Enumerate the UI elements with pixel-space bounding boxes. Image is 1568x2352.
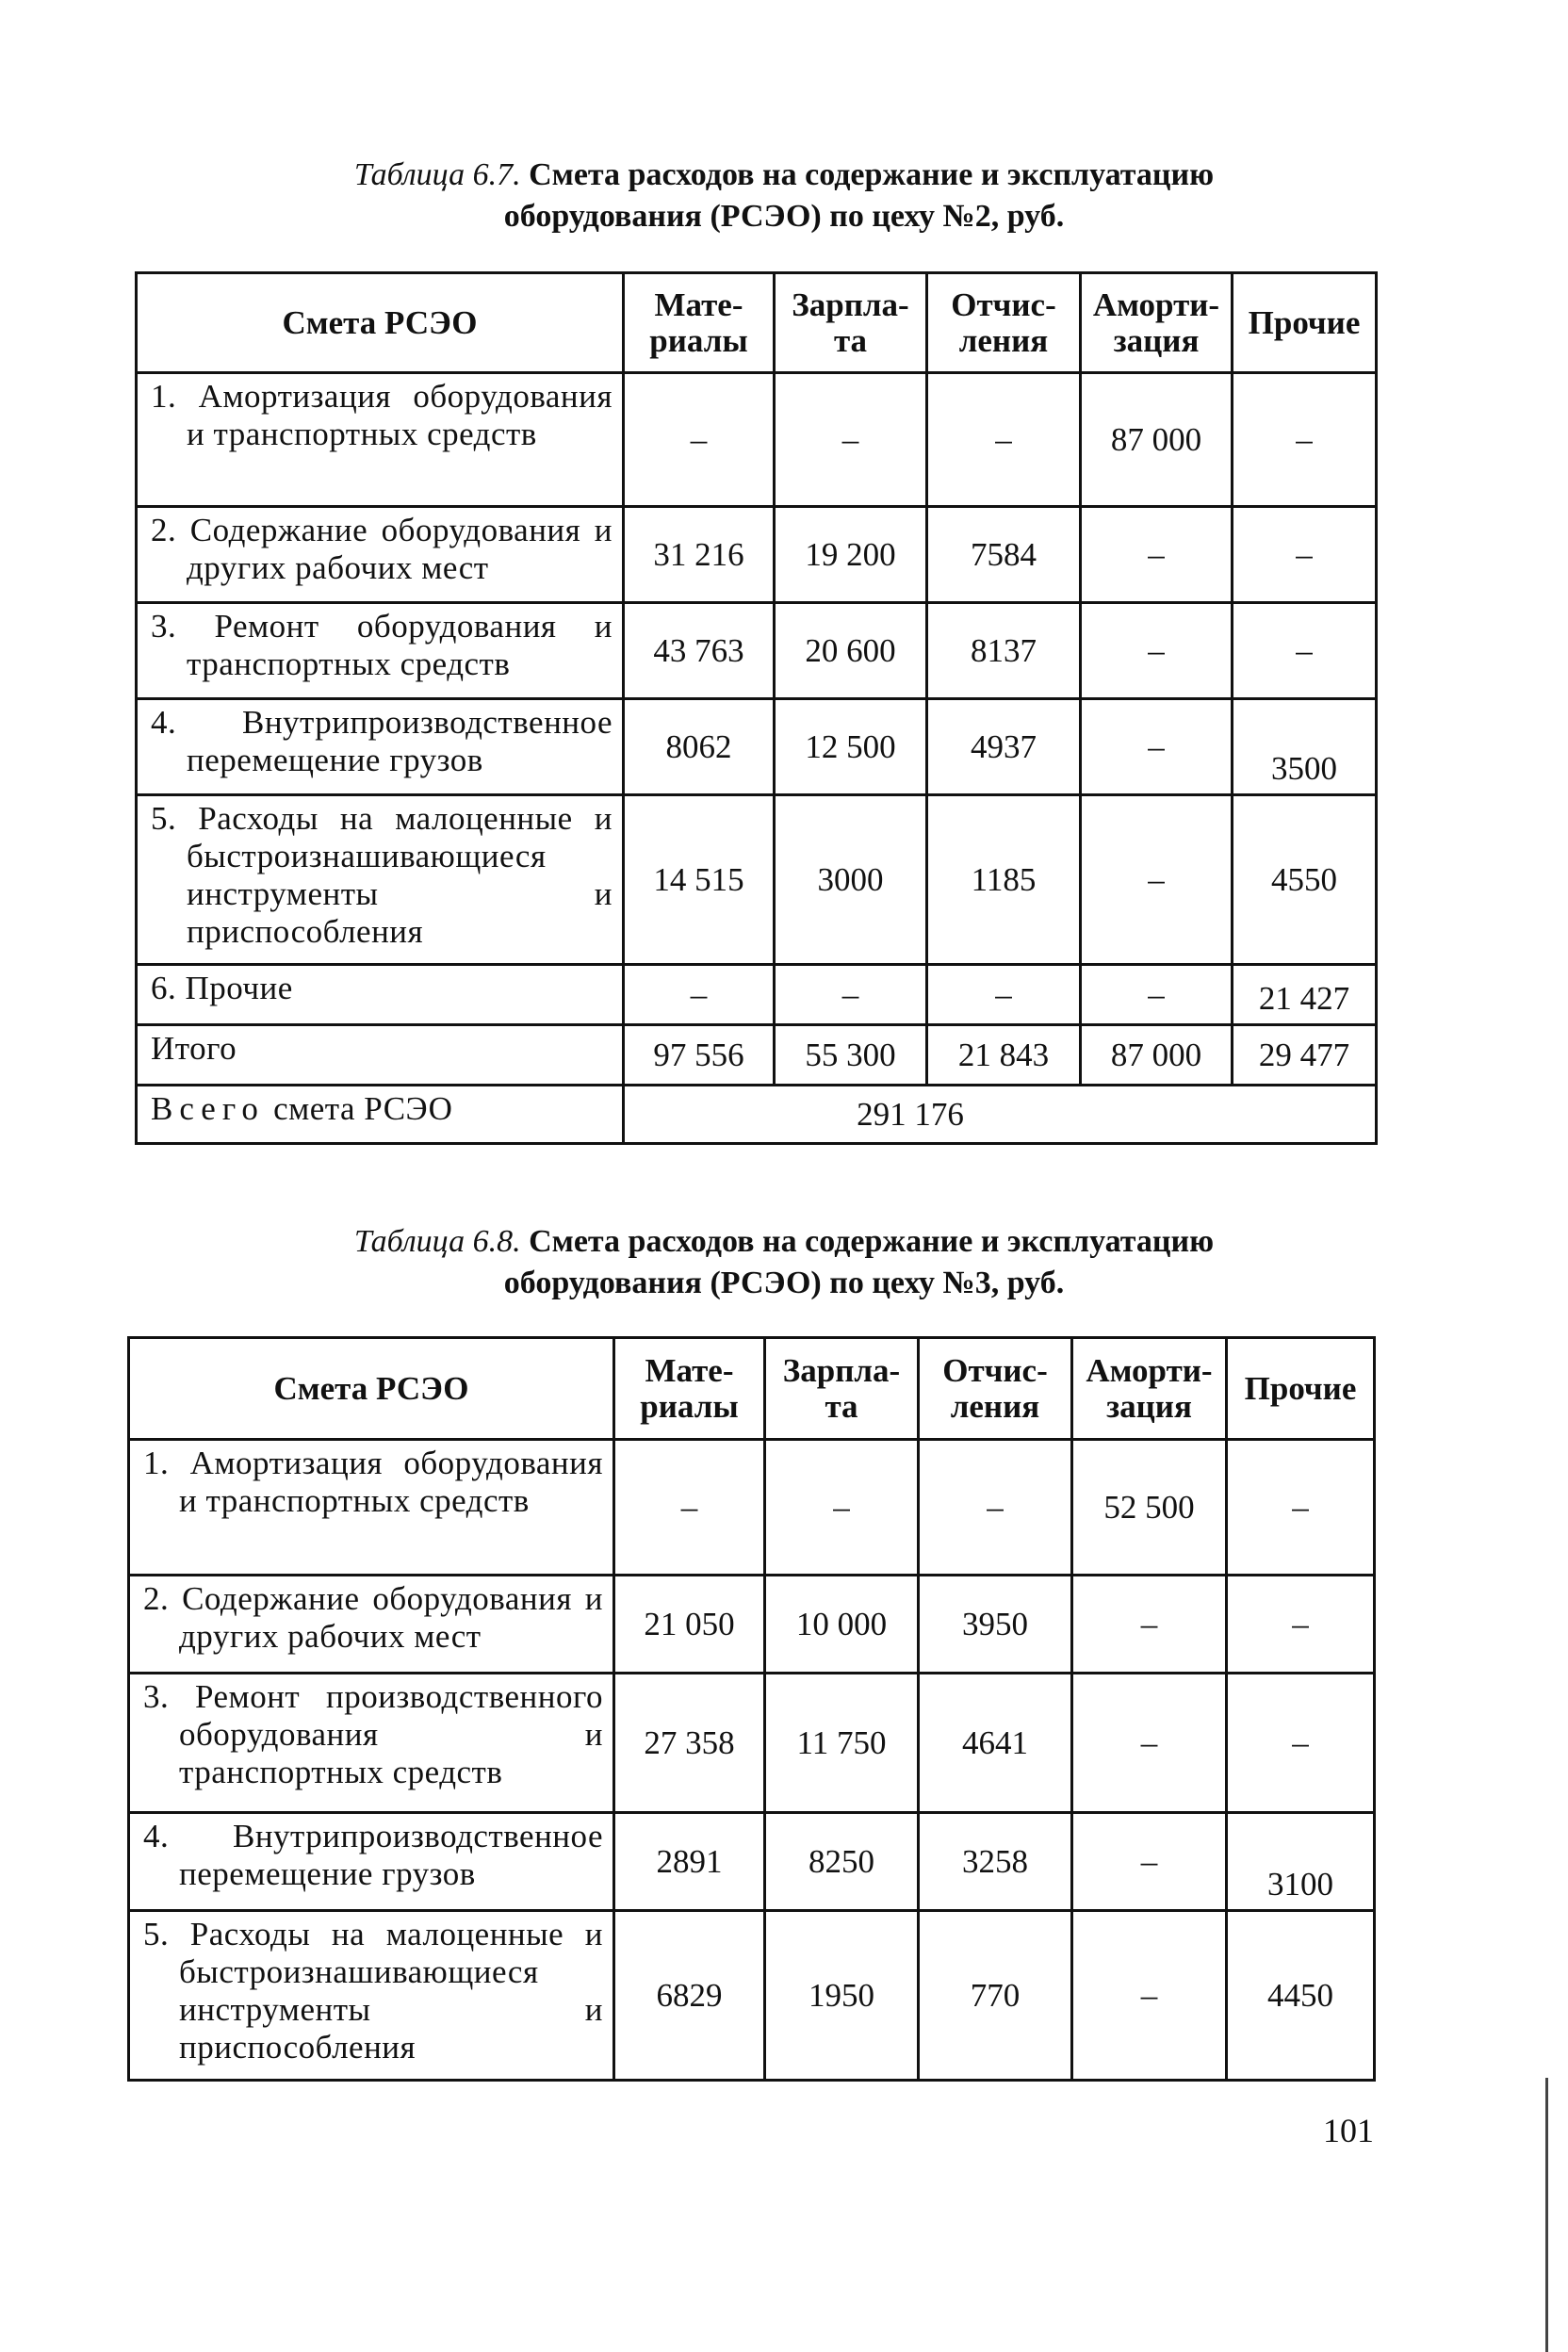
cell: 3100	[1227, 1813, 1375, 1911]
cell: –	[1081, 603, 1233, 699]
cell: 52 500	[1072, 1440, 1227, 1576]
cell: 6829	[614, 1911, 765, 2081]
margin-line	[1545, 2078, 1548, 2352]
cell: –	[1081, 507, 1233, 603]
table2-header-deductions: Отчис-ления	[919, 1338, 1072, 1440]
table-row	[137, 507, 1377, 603]
row-label: 4. Внутрипроизводственное перемещение грузов	[137, 699, 624, 795]
table1-grand-total-row	[137, 1086, 1377, 1144]
table-row	[137, 965, 1377, 1025]
table2-header-materials: Мате-риалы	[614, 1338, 765, 1440]
table2-caption	[0, 1221, 1568, 1304]
cell: 3500	[1233, 699, 1377, 795]
table2-caption-title: Смета расходов на содержание и эксплуатацию оборудования (РСЭО) по цеху №3, руб.	[503, 1224, 1215, 1300]
cell: –	[614, 1440, 765, 1576]
table-row	[137, 795, 1377, 965]
cell: –	[624, 373, 775, 507]
cell: 10 000	[765, 1576, 919, 1674]
cell: 3000	[775, 795, 927, 965]
cell: 4641	[919, 1674, 1072, 1813]
cell: 11 750	[765, 1674, 919, 1813]
cell: –	[927, 965, 1081, 1025]
cell: 3950	[919, 1576, 1072, 1674]
table-row	[129, 1813, 1375, 1911]
grand-total-label	[137, 1086, 624, 1144]
cell: –	[1072, 1911, 1227, 2081]
cell: 770	[919, 1911, 1072, 2081]
cell: 21 427	[1233, 965, 1377, 1025]
cell: –	[1081, 699, 1233, 795]
table2-header-depreciation: Аморти-зация	[1072, 1338, 1227, 1440]
cell: 43 763	[624, 603, 775, 699]
cell: –	[775, 373, 927, 507]
cell: 55 300	[775, 1025, 927, 1086]
table1-header-row	[137, 273, 1377, 373]
cell: –	[919, 1440, 1072, 1576]
table-row	[137, 603, 1377, 699]
cell: 14 515	[624, 795, 775, 965]
cell: –	[1233, 507, 1377, 603]
cell: 8250	[765, 1813, 919, 1911]
cell: 31 216	[624, 507, 775, 603]
table1-caption	[0, 155, 1568, 237]
table-row	[129, 1674, 1375, 1813]
cell: 19 200	[775, 507, 927, 603]
table1-header-salary: Зарпла-та	[775, 273, 927, 373]
table1-header-deductions: Отчис-ления	[927, 273, 1081, 373]
row-label: 6. Прочие	[137, 965, 624, 1025]
cell: 29 477	[1233, 1025, 1377, 1086]
cell: –	[624, 965, 775, 1025]
row-label: 1. Амортизация оборудования и транспортных средств	[137, 373, 624, 507]
table-row	[129, 1911, 1375, 2081]
table-row	[137, 699, 1377, 795]
table1-header-smeta: Смета РСЭО	[137, 273, 624, 373]
total-label: Итого	[137, 1025, 624, 1086]
row-label: 1. Амортизация оборудования и транспортных средств	[129, 1440, 614, 1576]
table-row	[137, 373, 1377, 507]
cell: 4450	[1227, 1911, 1375, 2081]
table1-header-other: Прочие	[1233, 273, 1377, 373]
table1-caption-title: Смета расходов на содержание и эксплуатацию оборудования (РСЭО) по цеху №2, руб.	[503, 157, 1215, 234]
row-label: 5. Расходы на малоценные и быстроизнашивающиеся инструменты и приспособления	[137, 795, 624, 965]
cell: –	[1081, 795, 1233, 965]
cell: 97 556	[624, 1025, 775, 1086]
table1-total-row	[137, 1025, 1377, 1086]
row-label: 3. Ремонт производственного оборудования и транспортных средств	[129, 1674, 614, 1813]
cell: –	[765, 1440, 919, 1576]
cell: 20 600	[775, 603, 927, 699]
row-label: 3. Ремонт оборудования и транспортных средств	[137, 603, 624, 699]
cell: 1185	[927, 795, 1081, 965]
cell: 21 843	[927, 1025, 1081, 1086]
cell: 87 000	[1081, 1025, 1233, 1086]
cell: –	[1233, 603, 1377, 699]
cell: –	[1233, 373, 1377, 507]
cell: 4550	[1233, 795, 1377, 965]
table2-caption-number: Таблица 6.8.	[353, 1224, 521, 1259]
table2-header-other: Прочие	[1227, 1338, 1375, 1440]
cell: 87 000	[1081, 373, 1233, 507]
cell: –	[1227, 1576, 1375, 1674]
table2	[127, 1336, 1376, 2082]
cell: 2891	[614, 1813, 765, 1911]
cell: –	[1072, 1674, 1227, 1813]
cell: 21 050	[614, 1576, 765, 1674]
cell: 8062	[624, 699, 775, 795]
table2-header-smeta: Смета РСЭО	[129, 1338, 614, 1440]
table1-header-materials: Мате-риалы	[624, 273, 775, 373]
row-label: 5. Расходы на малоценные и быстроизнашивающиеся инструменты и приспособления	[129, 1911, 614, 2081]
cell: 1950	[765, 1911, 919, 2081]
row-label: 4. Внутрипроизводственное перемещение грузов	[129, 1813, 614, 1911]
cell: –	[927, 373, 1081, 507]
cell: –	[1227, 1440, 1375, 1576]
table1	[135, 271, 1378, 1145]
grand-total-value: 291 176	[624, 1086, 1377, 1144]
cell: –	[1072, 1576, 1227, 1674]
cell: 7584	[927, 507, 1081, 603]
cell: 4937	[927, 699, 1081, 795]
table2-header-salary: Зарпла-та	[765, 1338, 919, 1440]
table1-header-depreciation: Аморти-зация	[1081, 273, 1233, 373]
cell: –	[775, 965, 927, 1025]
cell: –	[1072, 1813, 1227, 1911]
table2-header-row	[129, 1338, 1375, 1440]
cell: –	[1227, 1674, 1375, 1813]
table1-caption-number: Таблица 6.7.	[353, 157, 521, 192]
table-row	[129, 1576, 1375, 1674]
cell: 27 358	[614, 1674, 765, 1813]
grand-total-label-rest: смета РСЭО	[273, 1090, 453, 1127]
page-number: 101	[1323, 2112, 1374, 2149]
cell: 8137	[927, 603, 1081, 699]
row-label: 2. Содержание оборудования и других рабочих мест	[129, 1576, 614, 1674]
table-row	[129, 1440, 1375, 1576]
cell: 12 500	[775, 699, 927, 795]
row-label: 2. Содержание оборудования и других рабочих мест	[137, 507, 624, 603]
grand-total-label-spaced: Всего	[151, 1090, 265, 1127]
cell: –	[1081, 965, 1233, 1025]
cell: 3258	[919, 1813, 1072, 1911]
